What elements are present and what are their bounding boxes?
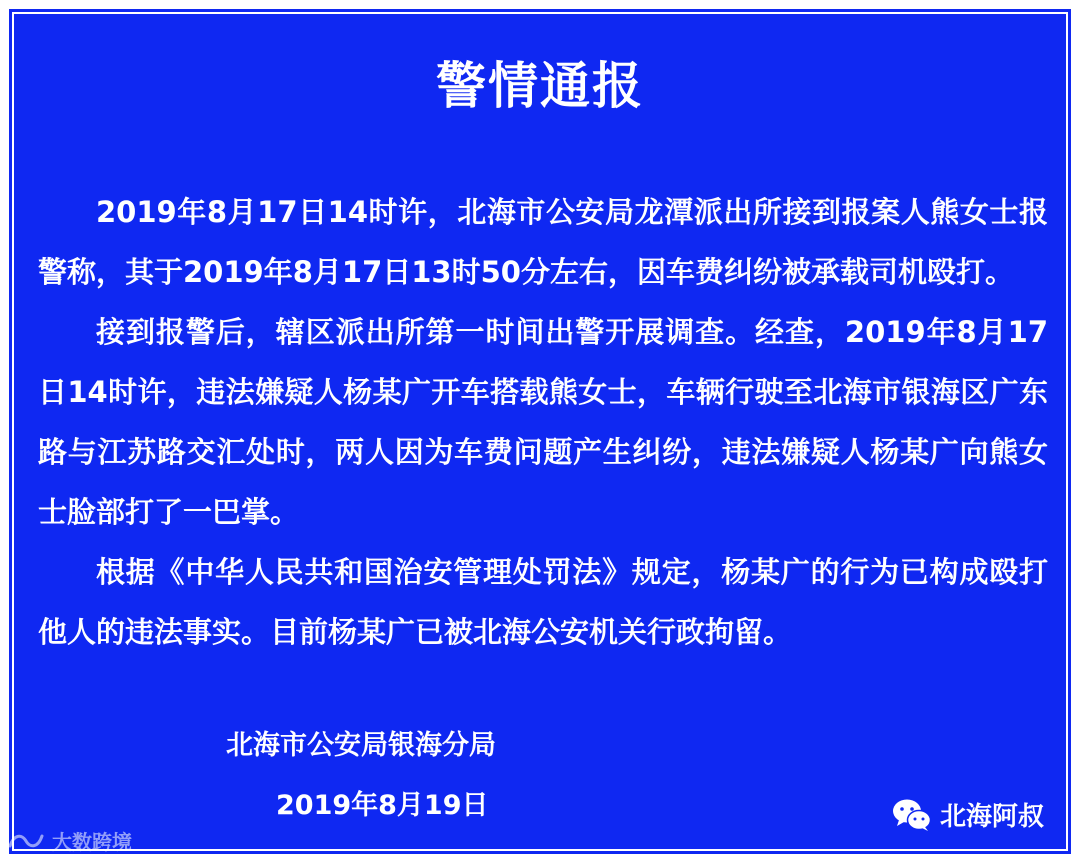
account-badge — [892, 796, 1044, 833]
notice-panel — [12, 12, 1068, 851]
logo-icon — [6, 830, 46, 852]
signature-organization: 北海市公安局银海分局 — [226, 730, 496, 761]
signature-date: 2019年8月19日 — [276, 790, 489, 821]
watermark-text: 大数跨境 — [52, 830, 132, 854]
paragraph-decision: 根据《中华人民共和国治安管理处罚法》规定，杨某广的行为已构成殴打他人的违法事实。目前杨某广已被北海公安机关行政拘留。 — [38, 555, 1048, 649]
account-name: 北海阿叔 — [939, 802, 1044, 832]
watermark — [6, 826, 132, 855]
notice-title: 警情通报 — [436, 57, 644, 115]
wechat-icon — [892, 798, 932, 832]
paragraph-investigation: 接到报警后，辖区派出所第一时间出警开展调查。经查，2019年8月17日14时许，违法嫌疑人杨某广开车搭载熊女士，车辆行驶至北海市银海区广东路与江苏路交汇处时，两人因为车费问题产生纠纷，违法嫌疑人杨某广向熊女士脸部打了一巴掌。 — [38, 315, 1048, 529]
paragraph-report: 2019年8月17日14时许，北海市公安局龙潭派出所接到报案人熊女士报警称，其于2019年8月17日13时50分左右，因车费纠纷被承载司机殴打。 — [38, 195, 1048, 289]
